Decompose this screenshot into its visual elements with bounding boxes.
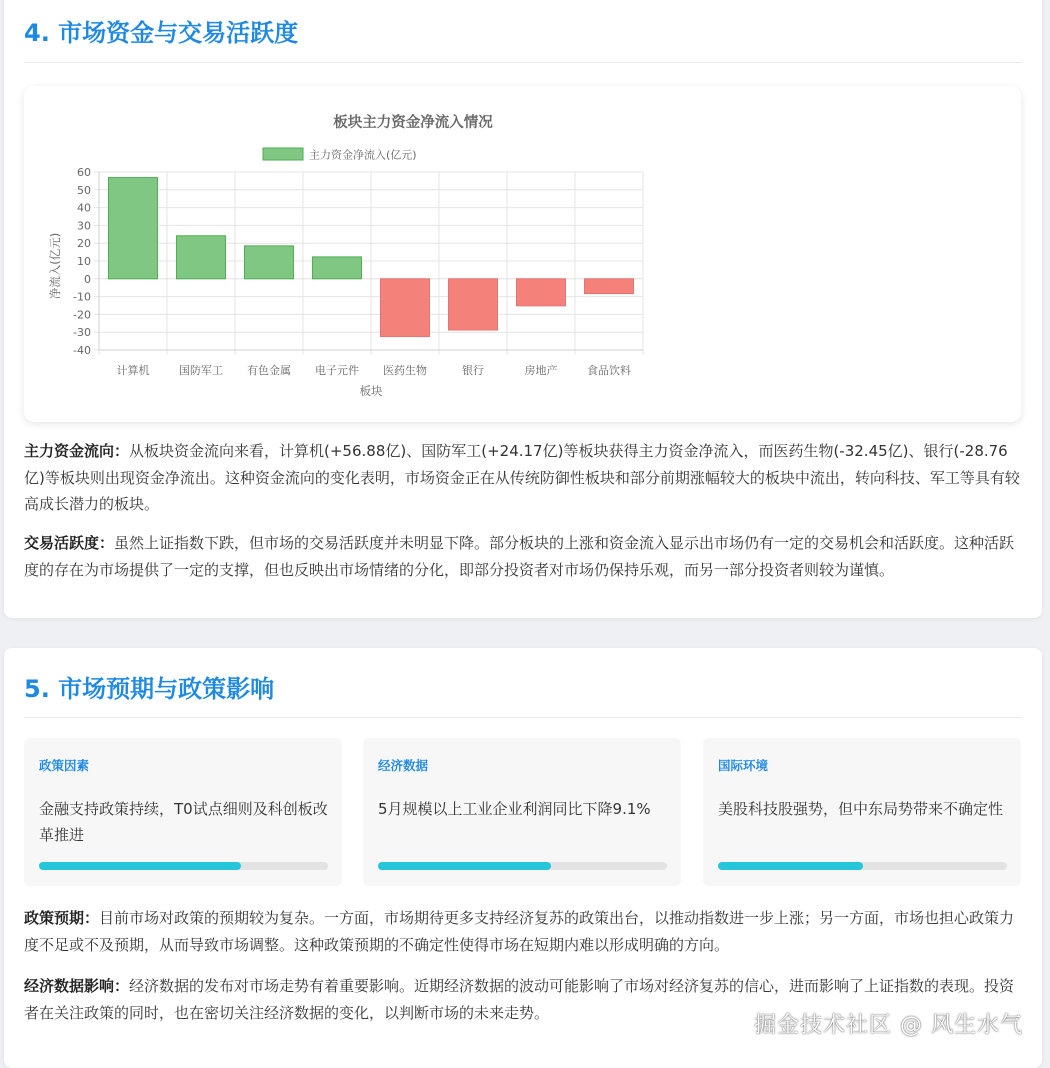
x-tick-label: 电子元件 [315, 364, 359, 377]
x-tick-label: 有色金属 [247, 364, 291, 377]
stat-card-policy [24, 738, 342, 886]
bar-outflow [449, 279, 498, 330]
x-tick-label: 国防军工 [179, 364, 223, 377]
chart-container [24, 86, 1021, 422]
y-tick-label: 40 [77, 201, 91, 215]
paragraph-label: 交易活跃度： [24, 534, 115, 552]
progress-fill [718, 862, 863, 870]
paragraph-text: 虽然上证指数下跌，但市场的交易活跃度并未明显下降。部分板块的上涨和资金流入显示出市场仍有一定的交易机会和活跃度。这种活跃度的存在为市场提供了一定的支撑，但也反映出市场情绪的分化，即部分投资者对市场仍保持乐观，而另一部分投资者则较为谨慎。 [24, 534, 1015, 579]
progress-track [718, 862, 1007, 870]
legend-swatch [263, 148, 303, 160]
bar-inflow [245, 246, 294, 279]
bar-inflow [313, 257, 362, 279]
bar-outflow [517, 279, 566, 306]
section-card-policy [4, 648, 1042, 1068]
y-tick-label: 60 [77, 166, 91, 179]
x-tick-label: 银行 [462, 364, 484, 377]
progress-track [39, 862, 328, 870]
bar-chart [24, 86, 1021, 422]
legend-label: 主力资金净流入(亿元) [309, 148, 417, 162]
y-tick-label: -20 [73, 308, 91, 322]
y-tick-label: 20 [77, 237, 91, 251]
y-tick-label: -10 [73, 290, 91, 304]
bar-inflow [109, 178, 158, 279]
bar-inflow [177, 236, 226, 279]
progress-track [378, 862, 667, 870]
y-tick-label: -30 [73, 326, 91, 340]
paragraph-text: 目前市场对政策的预期较为复杂。一方面，市场期待更多支持经济复苏的政策出台，以推动指数进一步上涨；另一方面，市场也担心政策力度不足或不及预期，从而导致市场调整。这种政策预期的不确定性使得市场在短期内难以形成明确的方向。 [24, 909, 1015, 954]
section-title: 4. 市场资金与交易活跃度 [24, 19, 299, 47]
y-tick-label: -40 [73, 344, 91, 357]
progress-fill [39, 862, 241, 870]
x-tick-label: 医药生物 [383, 364, 427, 377]
y-axis-label: 净流入(亿元) [48, 232, 62, 300]
paragraph-text: 从板块资金流向来看，计算机(+56.88亿)、国防军工(+24.17亿)等板块获得主力资金净流入，而医药生物(-32.45亿)、银行(-28.76亿)等板块则出现资金净流出。这种资金流向的变化表明，市场资金正在从传统防御性板块和部分前期涨幅较大的板块中流出，转向科技、军工等具有较高成长潜力的板块。 [24, 442, 1020, 513]
progress-fill [378, 862, 551, 870]
stat-value: 5月规模以上工业企业利润同比下降9.1% [378, 800, 651, 818]
paragraph-fund-flow [24, 438, 1024, 518]
paragraph-text: 经济数据的发布对市场走势有着重要影响。近期经济数据的波动可能影响了市场对经济复苏的信心，进而影响了上证指数的表现。投资者在关注政策的同时，也在密切关注经济数据的变化，以判断市场的未来走势。 [24, 977, 1015, 1022]
y-tick-label: 30 [77, 219, 91, 233]
stat-label: 国际环境 [718, 758, 769, 773]
paragraph-label: 主力资金流向： [24, 442, 130, 460]
paragraph-label: 经济数据影响： [24, 977, 130, 995]
divider [24, 62, 1022, 63]
chart-title: 板块主力资金净流入情况 [333, 115, 493, 131]
stat-label: 经济数据 [378, 758, 429, 773]
stat-value: 金融支持政策持续，T0试点细则及科创板改革推进 [39, 800, 328, 844]
stat-card-economy [363, 738, 681, 886]
stat-label: 政策因素 [39, 758, 90, 773]
y-tick-label: 50 [77, 183, 91, 197]
watermark: 掘金技术社区 @ 风生水气 [754, 1013, 1023, 1038]
section-card-market-funds [4, 0, 1042, 618]
stat-value: 美股科技股强势，但中东局势带来不确定性 [718, 800, 1004, 818]
x-tick-label: 食品饮料 [587, 364, 631, 377]
x-tick-label: 计算机 [116, 364, 150, 377]
paragraph-policy-expectation [24, 905, 1024, 958]
x-tick-label: 房地产 [524, 364, 558, 377]
bar-outflow [585, 279, 634, 294]
paragraph-label: 政策预期： [24, 909, 100, 927]
paragraph-trading-activity [24, 530, 1024, 583]
x-axis-label: 板块 [359, 384, 383, 398]
stat-card-international [703, 738, 1021, 886]
bar-outflow [381, 279, 430, 337]
y-tick-label: 0 [84, 272, 91, 286]
section-title: 5. 市场预期与政策影响 [24, 675, 275, 703]
y-tick-label: 10 [77, 255, 91, 268]
divider [24, 717, 1022, 718]
